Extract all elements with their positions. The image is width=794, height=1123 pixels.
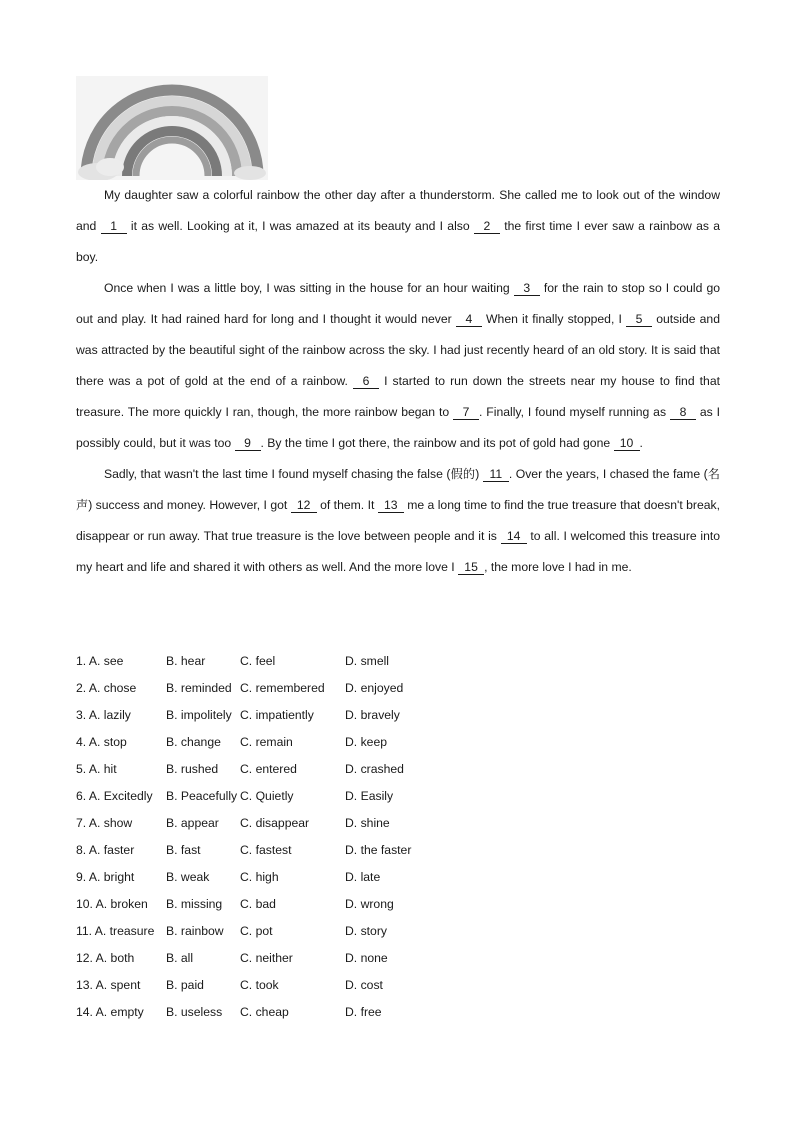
option-a[interactable]: 7. A. show <box>76 816 133 830</box>
passage-text: the first time I ever saw a rainbow as a boy. <box>76 219 721 264</box>
option-d[interactable]: D. bravely <box>345 708 400 722</box>
option-row <box>76 675 720 702</box>
option-d[interactable]: D. Easily <box>345 789 394 803</box>
option-row <box>76 891 720 918</box>
passage-text: , the more love I had in me. <box>484 560 632 574</box>
passage-text: for the rain to stop so I could go out and play. It had rained hard for long and I thought it would never <box>76 281 721 326</box>
rainbow-illustration <box>76 76 268 180</box>
blank-15[interactable]: 15 <box>458 560 484 575</box>
option-a[interactable]: 14. A. empty <box>76 1005 144 1019</box>
blank-2[interactable]: 2 <box>474 219 500 234</box>
option-b[interactable]: B. impolitely <box>166 708 232 722</box>
blank-4[interactable]: 4 <box>456 312 482 327</box>
passage-text: . Finally, I found myself running as <box>479 405 667 419</box>
reading-passage <box>76 180 720 583</box>
option-b[interactable]: B. rushed <box>166 762 219 776</box>
paragraph-2 <box>76 273 720 459</box>
option-b[interactable]: B. hear <box>166 654 206 668</box>
option-c[interactable]: C. feel <box>240 654 276 668</box>
option-a[interactable]: 8. A. faster <box>76 843 135 857</box>
option-c[interactable]: C. neither <box>240 951 293 965</box>
option-a[interactable]: 4. A. stop <box>76 735 127 749</box>
option-d[interactable]: D. story <box>345 924 387 938</box>
passage-text: Once when I was a little boy, I was sitting in the house for an hour waiting <box>104 281 510 295</box>
option-d[interactable]: D. cost <box>345 978 383 992</box>
option-d[interactable]: D. shine <box>345 816 390 830</box>
paragraph-1 <box>76 180 720 273</box>
option-d[interactable]: D. keep <box>345 735 388 749</box>
passage-text: as I possibly could, but it was too <box>76 405 720 450</box>
passage-text: When it finally stopped, I <box>486 312 622 326</box>
blank-3[interactable]: 3 <box>514 281 540 296</box>
option-b[interactable]: B. useless <box>166 1005 223 1019</box>
passage-text: Sadly, that wasn't the last time I found myself chasing the false (假的) <box>104 467 480 481</box>
option-d[interactable]: D. late <box>345 870 381 884</box>
blank-5[interactable]: 5 <box>626 312 652 327</box>
blank-13[interactable]: 13 <box>378 498 404 513</box>
option-row <box>76 756 720 783</box>
passage-text: outside and was attracted by the beautiful sight of the rainbow across the sky. I had just recently heard of an old story. It is said that there was a pot of gold at the end of a rainbow. <box>76 312 720 388</box>
option-c[interactable]: C. pot <box>240 924 273 938</box>
option-b[interactable]: B. reminded <box>166 681 232 695</box>
blank-6[interactable]: 6 <box>353 374 379 389</box>
option-b[interactable]: B. paid <box>166 978 204 992</box>
passage-text: to all. I welcomed this treasure into my heart and life and shared it with others as well. And the more love I <box>76 529 721 574</box>
option-c[interactable]: C. entered <box>240 762 297 776</box>
blank-8[interactable]: 8 <box>670 405 696 420</box>
option-row <box>76 783 720 810</box>
option-d[interactable]: D. free <box>345 1005 382 1019</box>
option-c[interactable]: C. remembered <box>240 681 325 695</box>
option-c[interactable]: C. disappear <box>240 816 310 830</box>
option-row <box>76 648 720 675</box>
passage-text: . Over the years, I chased the fame (名声) success and money. However, I got <box>76 467 720 512</box>
option-d[interactable]: D. smell <box>345 654 390 668</box>
passage-text: it as well. Looking at it, I was amazed at its beauty and I also <box>130 219 470 233</box>
option-c[interactable]: C. high <box>240 870 279 884</box>
option-d[interactable]: D. none <box>345 951 388 965</box>
option-a[interactable]: 1. A. see <box>76 654 124 668</box>
option-row <box>76 810 720 837</box>
passage-text: of them. It <box>320 498 375 512</box>
option-row <box>76 837 720 864</box>
option-b[interactable]: B. all <box>166 951 194 965</box>
option-b[interactable]: B. Peacefully <box>166 789 238 803</box>
blank-11[interactable]: 11 <box>483 467 509 482</box>
option-c[interactable]: C. Quietly <box>240 789 294 803</box>
option-c[interactable]: C. fastest <box>240 843 292 857</box>
blank-1[interactable]: 1 <box>101 219 127 234</box>
option-b[interactable]: B. missing <box>166 897 223 911</box>
option-c[interactable]: C. took <box>240 978 279 992</box>
option-a[interactable]: 12. A. both <box>76 951 135 965</box>
passage-text: . By the time I got there, the rainbow and its pot of gold had gone <box>260 436 611 450</box>
passage-text: . <box>639 436 643 450</box>
option-c[interactable]: C. cheap <box>240 1005 289 1019</box>
answer-options <box>76 648 720 1026</box>
option-row <box>76 702 720 729</box>
blank-14[interactable]: 14 <box>501 529 527 544</box>
option-a[interactable]: 3. A. lazily <box>76 708 131 722</box>
option-row <box>76 999 720 1026</box>
option-a[interactable]: 5. A. hit <box>76 762 117 776</box>
option-c[interactable]: C. bad <box>240 897 276 911</box>
option-b[interactable]: B. appear <box>166 816 219 830</box>
option-a[interactable]: 6. A. Excitedly <box>76 789 153 803</box>
option-row <box>76 864 720 891</box>
option-b[interactable]: B. rainbow <box>166 924 224 938</box>
option-b[interactable]: B. change <box>166 735 221 749</box>
option-d[interactable]: D. enjoyed <box>345 681 404 695</box>
option-row <box>76 972 720 999</box>
option-row <box>76 918 720 945</box>
blank-10[interactable]: 10 <box>614 436 640 451</box>
blank-7[interactable]: 7 <box>453 405 479 420</box>
option-d[interactable]: D. wrong <box>345 897 394 911</box>
blank-12[interactable]: 12 <box>291 498 317 513</box>
option-b[interactable]: B. weak <box>166 870 210 884</box>
option-a[interactable]: 13. A. spent <box>76 978 141 992</box>
paragraph-3 <box>76 459 720 583</box>
option-d[interactable]: D. the faster <box>345 843 412 857</box>
passage-text: me a long time to find the true treasure that doesn't break, disappear or run away. That true treasure is the love between people and it is <box>76 498 721 543</box>
option-c[interactable]: C. impatiently <box>240 708 314 722</box>
passage-text: My daughter saw a colorful rainbow the other day after a thunderstorm. She called me to look out of the window and <box>76 188 720 233</box>
option-row <box>76 729 720 756</box>
option-row <box>76 945 720 972</box>
option-a[interactable]: 2. A. chose <box>76 681 137 695</box>
option-b[interactable]: B. fast <box>166 843 201 857</box>
passage-text: I started to run down the streets near my house to find that treasure. The more quickly I ran, though, the more rainbow began to <box>76 374 721 419</box>
blank-9[interactable]: 9 <box>235 436 261 451</box>
option-c[interactable]: C. remain <box>240 735 293 749</box>
option-a[interactable]: 9. A. bright <box>76 870 135 884</box>
option-a[interactable]: 10. A. broken <box>76 897 148 911</box>
option-a[interactable]: 11. A. treasure <box>76 924 155 938</box>
option-d[interactable]: D. crashed <box>345 762 404 776</box>
